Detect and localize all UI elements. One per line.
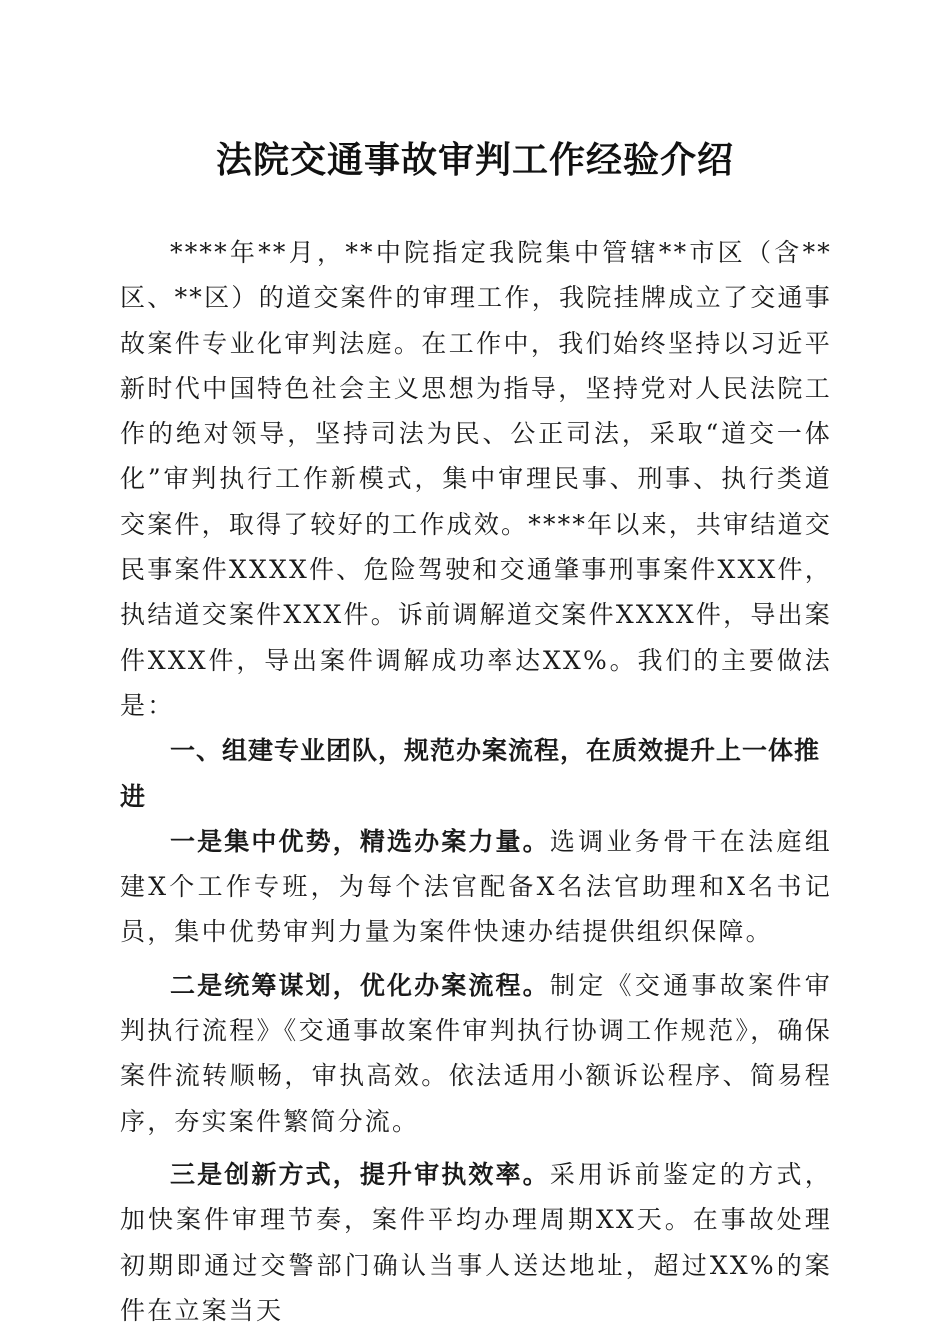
point-1-paragraph (120, 819, 832, 955)
point-3-lead: 三是创新方式，提升审执效率。 (170, 1159, 550, 1189)
point-3-paragraph (120, 1152, 832, 1333)
document-body (120, 230, 832, 1333)
point-2-paragraph (120, 963, 832, 1144)
section-1-heading: 一、组建专业团队，规范办案流程，在质效提升上一体推进 (120, 736, 821, 811)
point-2-text: 制定《交通事故案件审判执行流程》《交通事故案件审判执行协调工作规范》，确保案件流转顺畅，审执高效。依法适用小额诉讼程序、简易程序，夯实案件繁简分流。 (120, 970, 832, 1136)
point-1-text: 选调业务骨干在法庭组建X个工作专班，为每个法官配备X名法官助理和X名书记员，集中优势审判力量为案件快速办结提供组织保障。 (120, 826, 832, 947)
point-2-lead: 二是统筹谋划，优化办案流程。 (170, 970, 550, 1000)
point-1-lead: 一是集中优势，精选办案力量。 (170, 826, 550, 856)
document-title: 法院交通事故审判工作经验介绍 (215, 139, 734, 181)
point-3-text: 采用诉前鉴定的方式，加快案件审理节奏，案件平均办理周期XX天。在事故处理初期即通过交警部门确认当事人送达地址，超过XX%的案件在立案当天 (120, 1159, 832, 1325)
intro-paragraph: ****年**月，**中院指定我院集中管辖**市区（含**区、**区）的道交案件的审理工作，我院挂牌成立了交通事故案件专业化审判法庭。在工作中，我们始终坚持以习近平新时代中国特色社会主义思想为指导，坚持党对人民法院工作的绝对领导，坚持司法为民、公正司法，采取“道交一体化”审判执行工作新模式，集中审理民事、刑事、执行类道交案件，取得了较好的工作成效。****年以来，共审结道交民事案件XXXX件、危险驾驶和交通肇事刑事案件XXX件，执结道交案件XXX件。诉前调解道交案件XXXX件，导出案件XXX件，导出案件调解成功率达XX%。我们的主要做法是： (120, 238, 832, 720)
